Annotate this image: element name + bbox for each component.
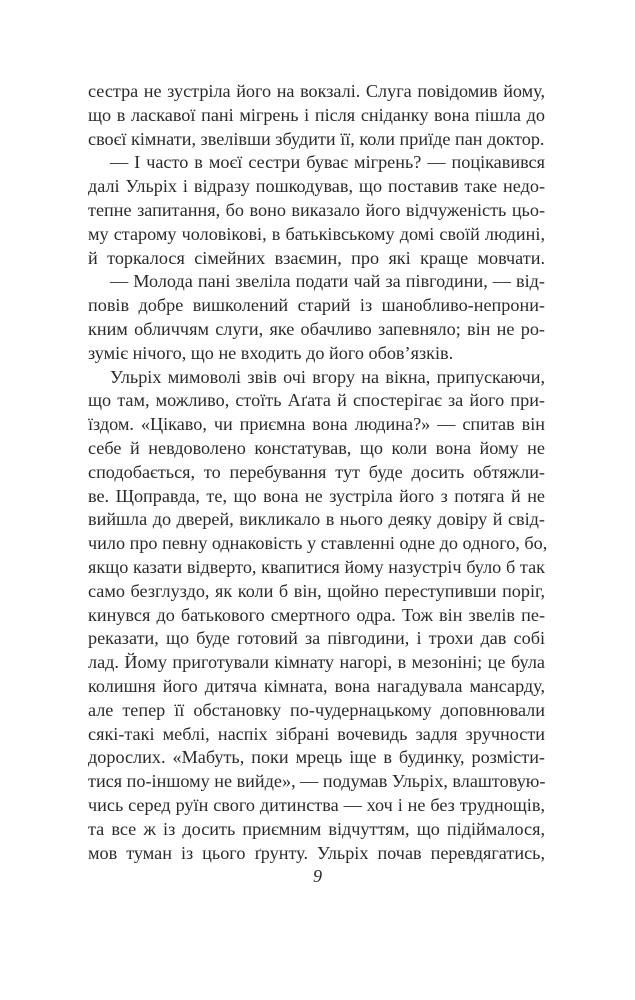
text-line: колишня його дитяча кімната, вона нагадувала мансарду, — [88, 675, 545, 696]
text-line: зуміє нічого, що не входить до його обов’язків. — [88, 342, 454, 363]
page-number: 9 — [313, 866, 322, 886]
text-line: їздом. «Цікаво, чи приємна вона людина?» — спитав він — [88, 414, 545, 435]
text-line: мов туман із цього ґрунту. Ульріх почав перевдягатись, — [88, 842, 545, 863]
text-line: вийшла до дверей, викликало в нього деяку довіру й свід- — [88, 509, 545, 530]
text-line: Ульріх мимоволі звів очі вгору на вікна, припускаючи, — [110, 366, 545, 387]
text-line: але тепер її обстановку по-чудернацькому доповнювали — [88, 699, 545, 720]
text-line: якщо казати відверто, квапитися йому назустріч було б так — [88, 556, 545, 577]
text-line: дорослих. «Мабуть, поки мрець іще в будинку, розмісти- — [88, 747, 545, 768]
text-line: чило про певну однаковість у ставленні одне до одного, бо, — [88, 533, 548, 554]
paragraph — [88, 151, 545, 270]
text-line: кинувся до батькового смертного одра. Тож він звелів пе- — [88, 604, 545, 625]
paragraph — [88, 366, 548, 866]
body-text — [88, 80, 548, 865]
text-line: своєї кімнати, звелівши збудити її, коли приїде пан доктор. — [88, 128, 545, 149]
text-line: чись серед руїн свого дитинства — хоч і не без труднощів, — [88, 794, 545, 815]
text-line: що в ласкавої пані мігрень і після сніданку вона пішла до — [88, 104, 545, 125]
paragraph — [88, 270, 545, 365]
text-line: й торкалося сімейних взаємин, про які краще мовчати. — [88, 247, 545, 268]
text-line: далі Ульріх і відразу пошкодував, що поставив таке недо- — [88, 176, 545, 197]
text-line: лад. Йому приготували кімнату нагорі, в мезоніні; це була — [88, 652, 545, 673]
text-line: — І часто в моєї сестри буває мігрень? — поцікавився — [110, 152, 545, 173]
text-line: сякі-такі меблі, наспіх зібрані вочевидь задля зручности — [88, 723, 545, 744]
text-line: ве. Щоправда, те, що вона не зустріла його з потяга й не — [88, 485, 545, 506]
text-line: кним обличчям слуги, яке обачливо запевняло; він не ро- — [88, 318, 545, 339]
text-line: тепне запитання, бо воно виказало його відчуженість цьо- — [88, 199, 545, 220]
text-line: само безглуздо, як коли б він, щойно переступивши поріг, — [88, 580, 545, 601]
text-line: тися по-іншому не вийде», — подумав Ульріх, влаштовую- — [88, 771, 546, 792]
paragraph — [88, 80, 545, 151]
text-line: сподобається, то перебування тут буде досить обтяжли- — [88, 461, 545, 482]
text-line: та все ж із досить приємним відчуттям, що підіймалося, — [88, 818, 545, 839]
text-line: повів добре вишколений старий із шанобливо-непрони- — [88, 295, 545, 316]
text-line: — Молода пані звеліла подати чай за півгодини, — від- — [110, 271, 545, 292]
text-line: що там, можливо, стоїть Аґата й спостерігає за його при- — [88, 390, 545, 411]
text-line: сестра не зустріла його на вокзалі. Слуга повідомив йому, — [88, 81, 545, 101]
text-line: реказати, що буде готовий за півгодини, і трохи дав собі — [88, 628, 545, 649]
text-line: себе й невдоволено констатував, що коли вона йому не — [88, 437, 545, 458]
text-line: му старому чоловікові, в батьківському домі своїй людині, — [88, 223, 545, 244]
